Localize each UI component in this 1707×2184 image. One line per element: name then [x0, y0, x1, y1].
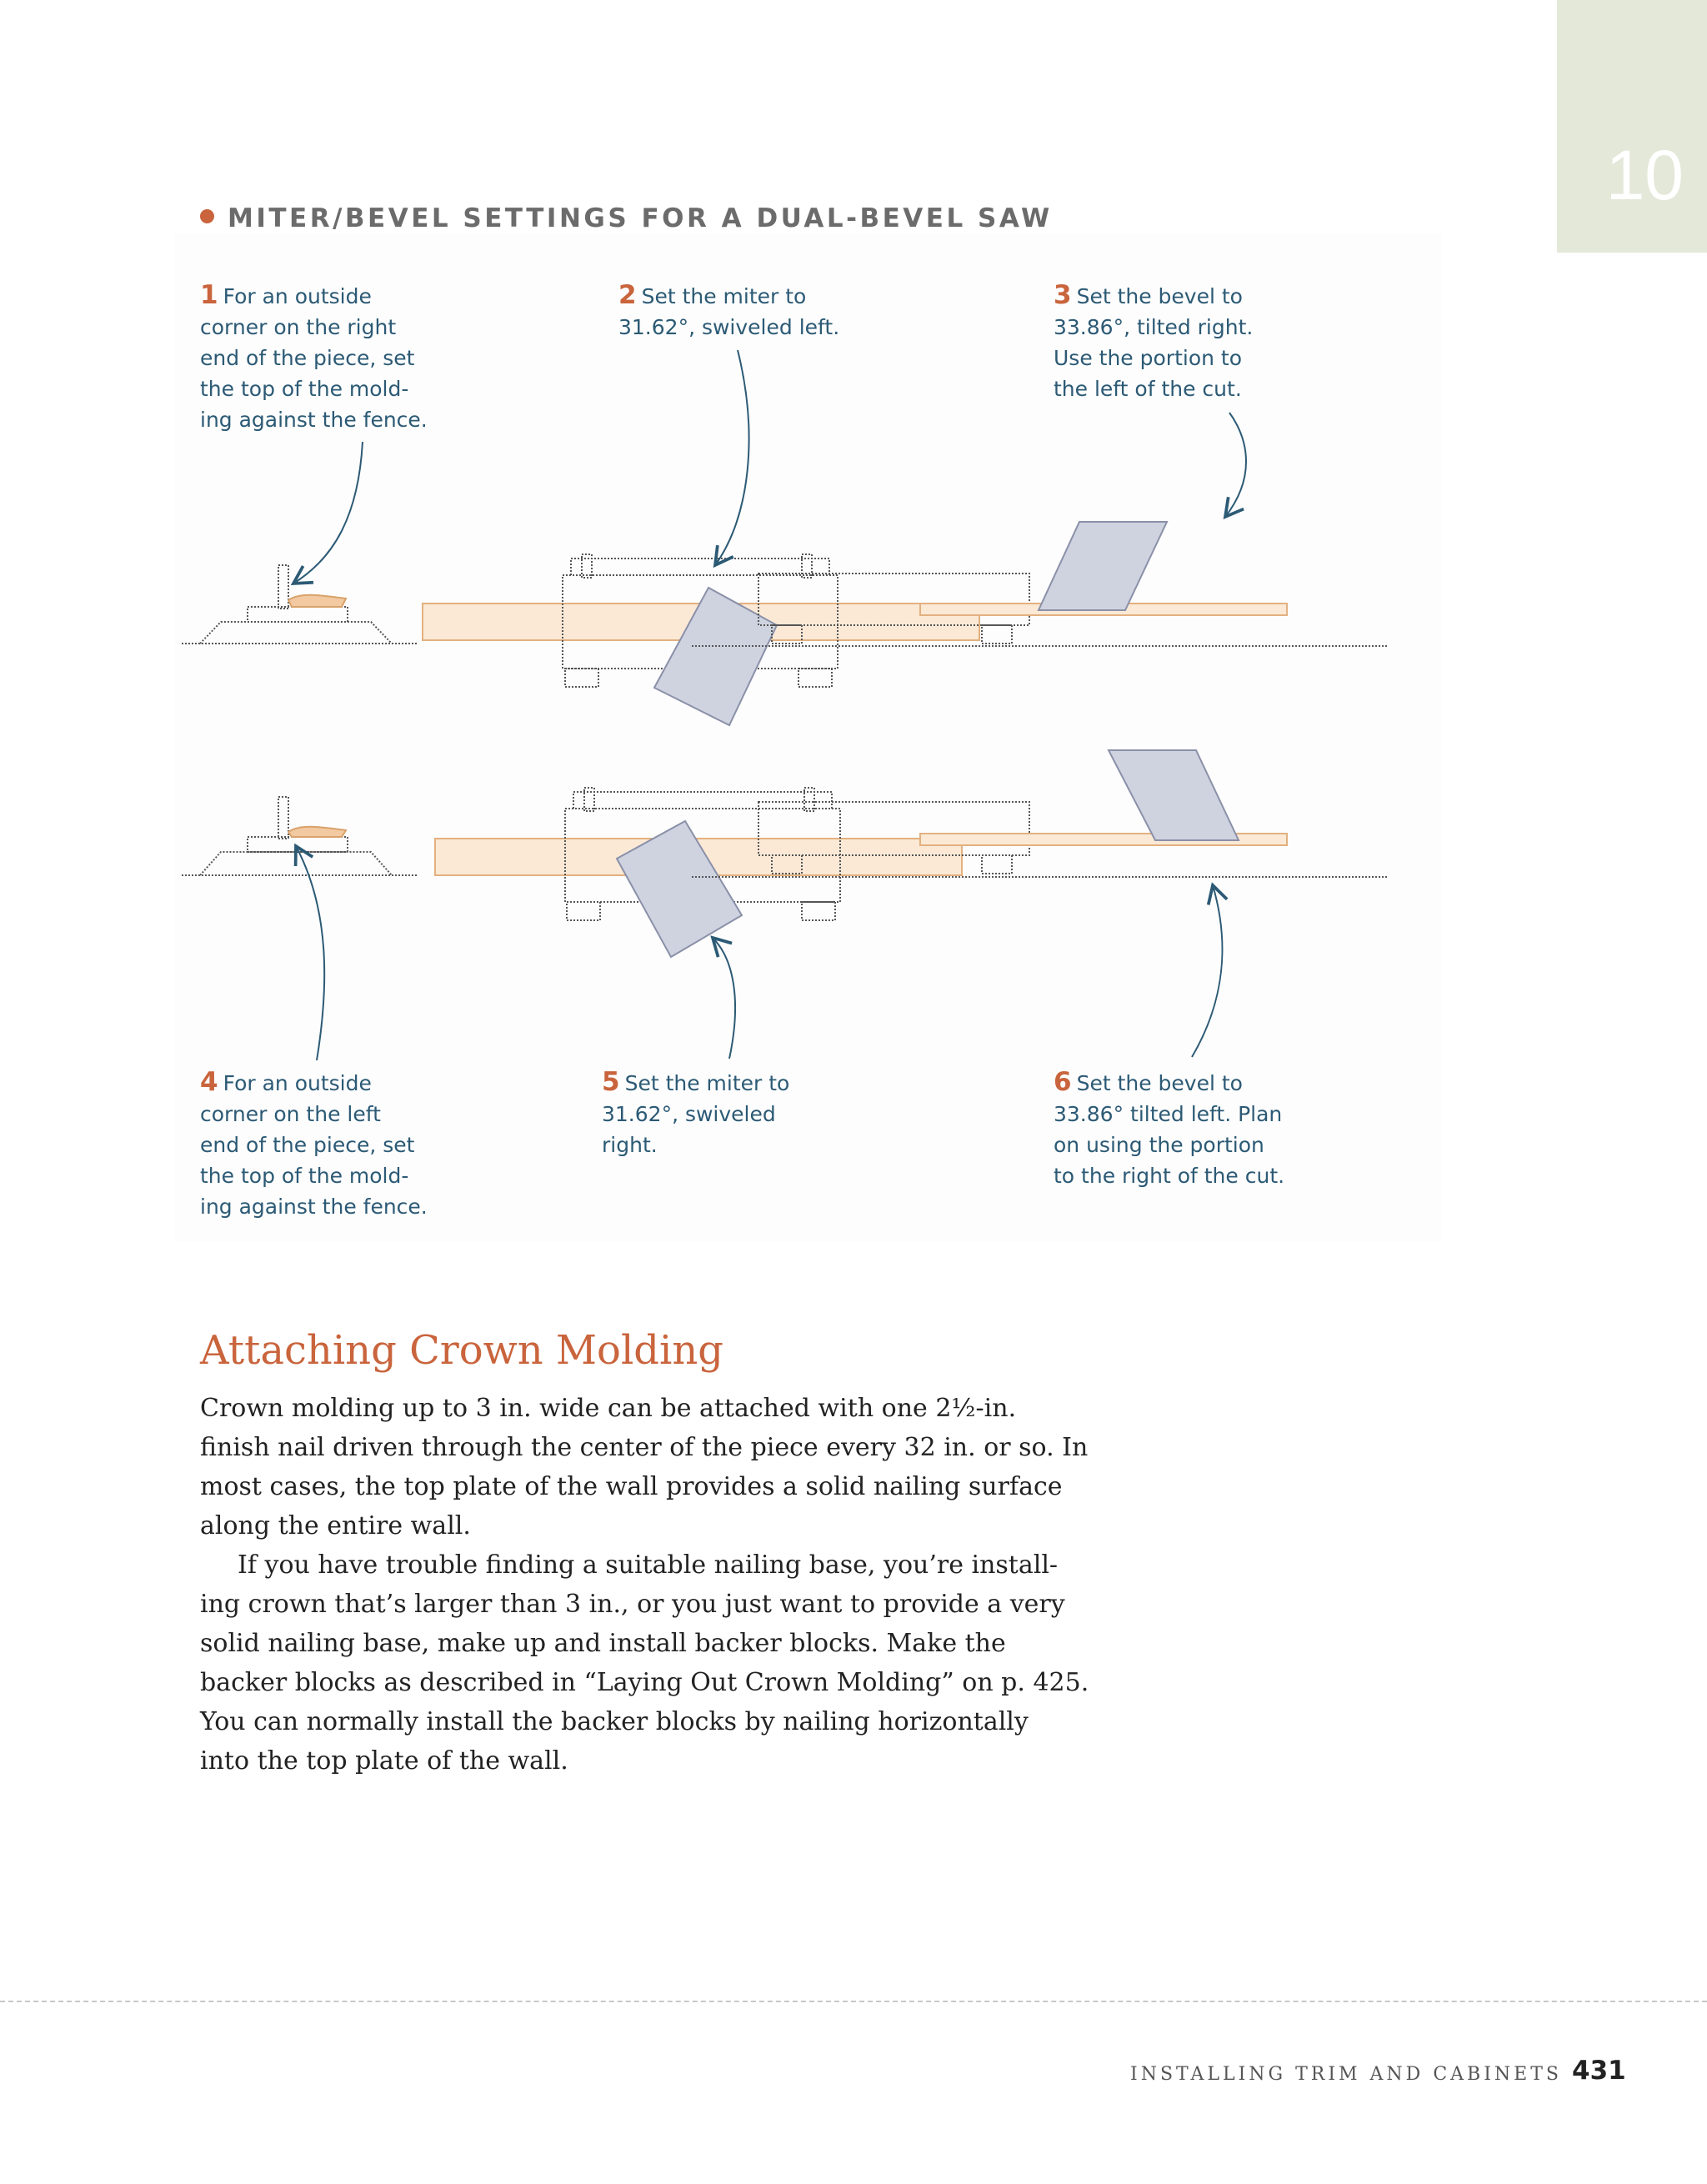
caption-6 [1054, 1067, 1284, 1191]
caption-number: 3 [1054, 280, 1072, 310]
caption-line: Set the miter to [641, 284, 807, 308]
chapter-number: 10 [1605, 136, 1684, 214]
article-body [200, 1389, 1089, 1781]
page-divider [0, 2001, 1707, 2002]
caption-line: ing against the fence. [200, 408, 428, 432]
body-line: You can normally install the backer blocks by nailing horizontally [200, 1707, 1029, 1736]
caption-line: ing against the fence. [200, 1195, 428, 1219]
caption-5 [602, 1067, 789, 1160]
body-line: If you have trouble finding a suitable nailing base, you’re install- [238, 1550, 1059, 1580]
caption-line: right. [602, 1133, 658, 1157]
caption-line: 33.86°, tilted right. [1054, 315, 1254, 339]
body-line: most cases, the top plate of the wall provides a solid nailing surface [200, 1472, 1063, 1501]
body-line: into the top plate of the wall. [200, 1746, 568, 1776]
caption-line: Set the miter to [624, 1071, 790, 1095]
caption-number: 4 [200, 1067, 218, 1097]
diagram-5-miter-right [435, 788, 962, 957]
body-line: Crown molding up to 3 in. wide can be attached with one 2½-in. [200, 1394, 1017, 1423]
body-line: along the entire wall. [200, 1511, 471, 1540]
leader-arrows [293, 350, 1246, 1060]
caption-2 [618, 280, 839, 343]
caption-line: to the right of the cut. [1054, 1164, 1285, 1188]
diagram-1-profile [182, 565, 417, 644]
caption-number: 2 [618, 280, 637, 310]
section-heading-text: MITER/BEVEL SETTINGS FOR A DUAL-BEVEL SAW [228, 203, 1053, 233]
caption-line: the top of the mold- [200, 1164, 409, 1188]
body-line: finish nail driven through the center of the piece every 32 in. or so. In [200, 1433, 1089, 1462]
caption-line: the top of the mold- [200, 377, 409, 401]
caption-number: 6 [1054, 1067, 1072, 1097]
caption-line: end of the piece, set [200, 1133, 415, 1157]
caption-line: 31.62°, swiveled [602, 1102, 776, 1126]
caption-4 [200, 1067, 428, 1222]
body-line: ing crown that’s larger than 3 in., or you just want to provide a very [200, 1590, 1065, 1619]
chapter-tab [1557, 0, 1707, 253]
caption-line: end of the piece, set [200, 346, 415, 370]
caption-line: 33.86° tilted left. Plan [1054, 1102, 1283, 1126]
caption-line: Set the bevel to [1076, 284, 1243, 308]
caption-number: 1 [200, 280, 218, 310]
page-number: 431 [1572, 2056, 1626, 2086]
caption-line: the left of the cut. [1054, 377, 1242, 401]
bullet-dot-icon [200, 209, 214, 223]
caption-line: on using the portion [1054, 1133, 1264, 1157]
caption-line: Set the bevel to [1076, 1071, 1243, 1095]
caption-line: For an outside [223, 1071, 372, 1095]
caption-line: corner on the left [200, 1102, 381, 1126]
body-line: solid nailing base, make up and install backer blocks. Make the [200, 1629, 1006, 1658]
diagram-4-profile [182, 797, 417, 875]
section-heading [200, 203, 1053, 233]
caption-line: 31.62°, swiveled left. [618, 315, 840, 339]
article-heading: Attaching Crown Molding [200, 1327, 724, 1374]
body-line: backer blocks as described in “Laying Out Crown Molding” on p. 425. [200, 1668, 1089, 1697]
caption-number: 5 [602, 1067, 620, 1097]
caption-1 [200, 280, 428, 435]
caption-line: Use the portion to [1054, 346, 1243, 370]
caption-line: For an outside [223, 284, 372, 308]
caption-line: corner on the right [200, 315, 397, 339]
diagram-2-miter-left [423, 554, 979, 725]
caption-3 [1054, 280, 1253, 404]
running-title: INSTALLING TRIM AND CABINETS [1130, 2064, 1562, 2085]
